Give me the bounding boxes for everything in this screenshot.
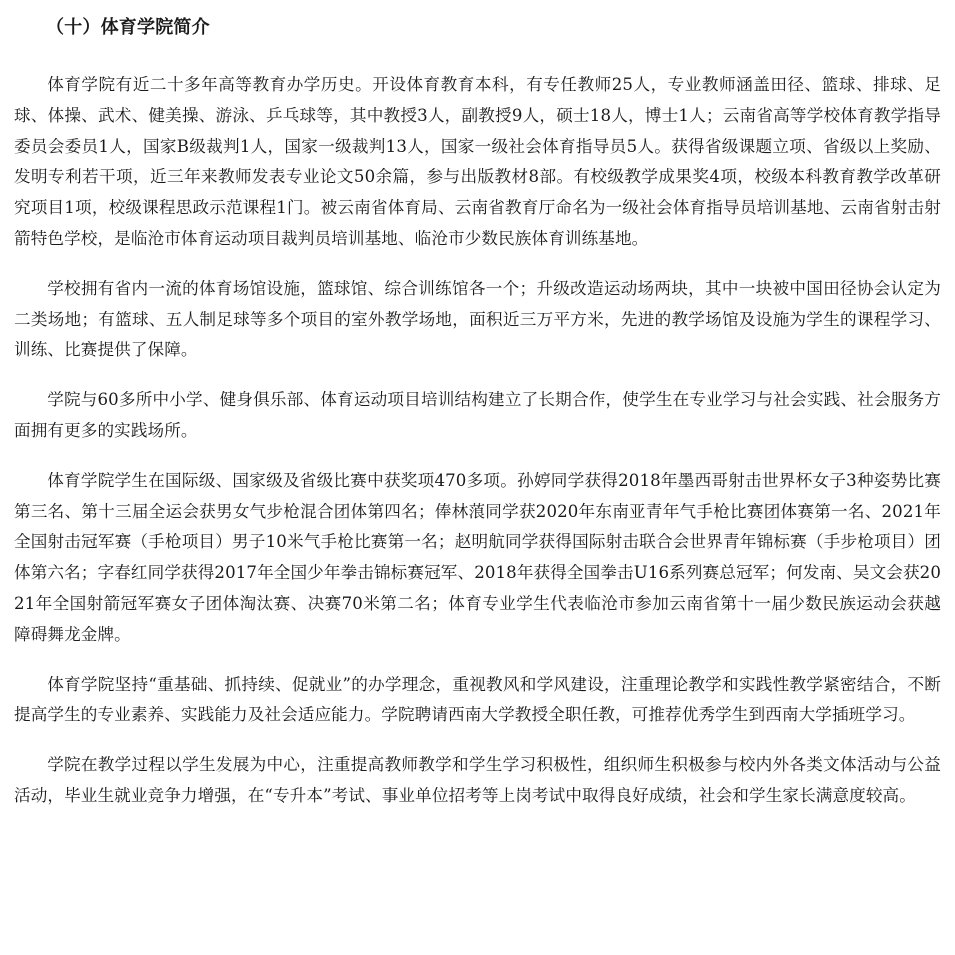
paragraph-partnerships: 学院与60多所中小学、健身俱乐部、体育运动项目培训结构建立了长期合作，使学生在专业学习与社会实践、社会服务方面拥有更多的实践场所。 <box>14 390 941 440</box>
paragraph-outcomes: 学院在教学过程以学生发展为中心，注重提高教师教学和学生学习积极性，组织师生积极参与校内外各类文体活动与公益活动，毕业生就业竞争力增强，在“专升本”考试、事业单位招考等上岗考试中取得良好成绩，社会和学生家长满意度较高。 <box>14 755 941 805</box>
section-heading: （十）体育学院简介 <box>46 17 210 38</box>
paragraph-history-and-faculty: 体育学院有近二十多年高等教育办学历史。开设体育教育本科，有专任教师25人，专业教师涵盖田径、篮球、排球、足球、体操、武术、健美操、游泳、乒乓球等，其中教授3人，副教授9人，硕士18人，博士1人；云南省高等学校体育教学指导委员会委员1人，国家B级裁判1人，国家一级裁判13人，国家一级社会体育指导员5人。获得省级课题立项、省级以上奖励、发明专利若干项，近三年来教师发表专业论文50余篇，参与出版教材8部。有校级教学成果奖4项，校级本科教育教学改革研究项目1项，校级课程思政示范课程1门。被云南省体育局、云南省教育厅命名为一级社会体育指导员培训基地、云南省射击射箭特色学校，是临沧市体育运动项目裁判员培训基地、临沧市少数民族体育训练基地。 <box>14 75 941 248</box>
paragraph-facilities: 学校拥有省内一流的体育场馆设施，篮球馆、综合训练馆各一个；升级改造运动场两块，其中一块被中国田径协会认定为二类场地；有篮球、五人制足球等多个项目的室外教学场地，面积近三万平方米，先进的教学场馆及设施为学生的课程学习、训练、比赛提供了保障。 <box>14 278 941 360</box>
paragraph-student-awards: 体育学院学生在国际级、国家级及省级比赛中获奖项470多项。孙婷同学获得2018年墨西哥射击世界杯女子3种姿势比赛第三名、第十三届全运会获男女气步枪混合团体第四名；俸林蒗同学获2020年东南亚青年气手枪比赛团体赛第一名、2021年全国射击冠军赛（手枪项目）男子10米气手枪比赛第一名；赵明航同学获得国际射击联合会世界青年锦标赛（手步枪项目）团体第六名；字春红同学获得2017年全国少年拳击锦标赛冠军、2018年获得全国拳击U16系列赛总冠军；何发南、吴文会获2021年全国射箭冠军赛女子团体淘汰赛、决赛70米第二名；体育专业学生代表临沧市参加云南省第十一届少数民族运动会获越障碍舞龙金牌。 <box>14 470 941 644</box>
paragraph-philosophy: 体育学院坚持“重基础、抓持续、促就业”的办学理念，重视教风和学风建设，注重理论教学和实践性教学紧密结合，不断提高学生的专业素养、实践能力及社会适应能力。学院聘请西南大学教授全职任教，可推荐优秀学生到西南大学插班学习。 <box>14 674 941 725</box>
